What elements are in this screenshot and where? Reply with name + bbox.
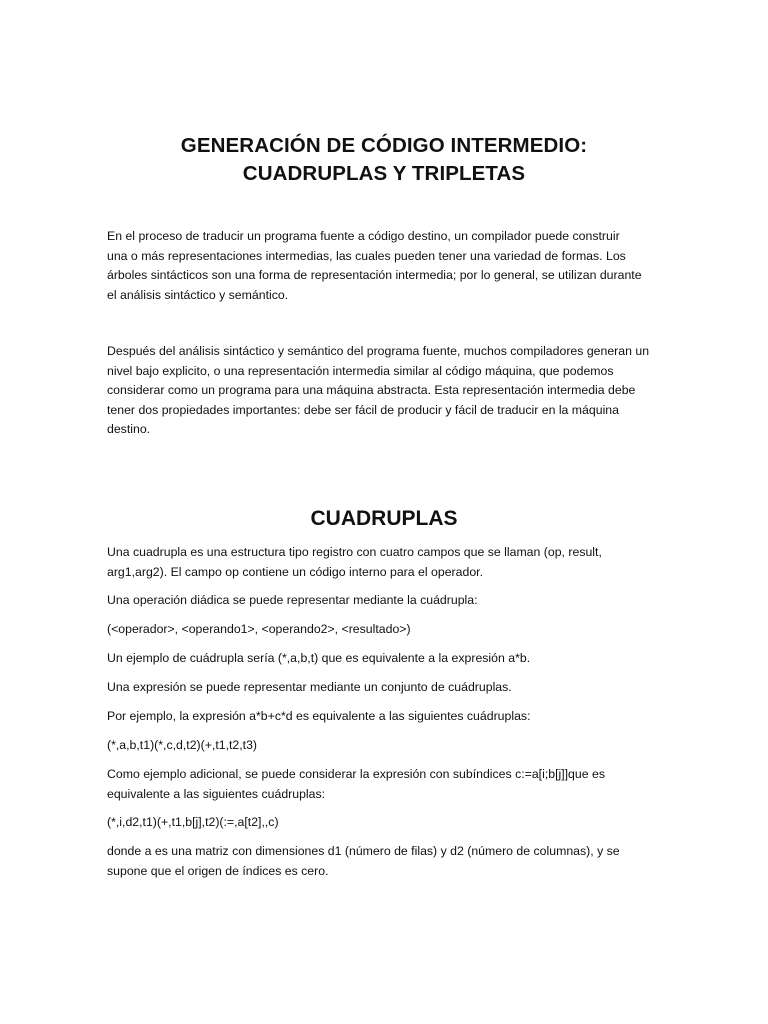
intro-paragraph-1-line: árboles sintácticos son una forma de representación intermedia; por lo general, se utilizan durante — [107, 268, 642, 282]
intro-paragraph-1 — [107, 227, 667, 305]
matriz-description-line: donde a es una matriz con dimensiones d1 (número de filas) y d2 (número de columnas), y se — [107, 844, 620, 858]
document-title-line-1: GENERACIÓN DE CÓDIGO INTERMEDIO: — [180, 134, 588, 157]
intro-paragraph-2-line: destino. — [107, 422, 151, 436]
intro-paragraph-1-line: el análisis sintáctico y semántico. — [107, 287, 289, 302]
intro-paragraph-1-line: En el proceso de traducir un programa fuente a código destino, un compilador puede construir — [107, 229, 620, 243]
diadica-intro — [107, 591, 667, 611]
intro-paragraph-1-line: una o más representaciones intermedias, las cuales pueden tener una variedad de formas. Los — [107, 248, 626, 263]
intro-paragraph-2-line: nivel bajo explicito, o una representación intermedia similar al código máquina, que podemos — [107, 363, 614, 378]
ejemplo-simple-text: Un ejemplo de cuádrupla sería (*,a,b,t) que es equivalente a la expresión a*b. — [107, 651, 531, 665]
ejemplo-subindices — [107, 765, 667, 804]
ejemplo-subindices-line: Como ejemplo adicional, se puede considerar la expresión con subíndices c:=a[i;b[j]]que es — [107, 767, 605, 781]
diadica-format-text: (<operador>, <operando1>, <operando2>, <resultado>) — [107, 622, 411, 636]
diadica-format — [107, 620, 667, 640]
cuadruplas-definition-line: Una cuadrupla es una estructura tipo registro con cuatro campos que se llaman (op, result, — [107, 545, 602, 559]
cuadruplas-definition-line: arg1,arg2). El campo op contiene un código interno para el operador. — [107, 564, 483, 579]
intro-paragraph-2-line: Después del análisis sintáctico y semántico del programa fuente, muchos compiladores generan un — [107, 344, 650, 358]
expresion-conjunto — [107, 678, 667, 698]
expresion-conjunto-text: Una expresión se puede representar mediante un conjunto de cuádruplas. — [107, 680, 512, 694]
ejemplo-expresion-text: Por ejemplo, la expresión a*b+c*d es equivalente a las siguientes cuádruplas: — [107, 709, 531, 723]
ejemplo-simple — [107, 649, 667, 669]
ejemplo-subindices-line: equivalente a las siguientes cuádruplas: — [107, 786, 326, 801]
cuadruplas-expresion-text: (*,a,b,t1)(*,c,d,t2)(+,t1,t2,t3) — [107, 738, 258, 752]
section-heading-cuadruplas: CUADRUPLAS — [310, 507, 458, 530]
intro-paragraph-2-line: tener dos propiedades importantes: debe ser fácil de producir y fácil de traducir en la máquina — [107, 402, 619, 417]
matriz-description-line: supone que el origen de índices es cero. — [107, 863, 329, 878]
diadica-intro-text: Una operación diádica se puede representar mediante la cuádrupla: — [107, 593, 478, 607]
cuadruplas-expresion — [107, 736, 667, 756]
cuadruplas-subindices — [107, 813, 667, 833]
cuadruplas-definition — [107, 543, 667, 582]
cuadruplas-subindices-text: (*,i,d2,t1)(+,t1,b[j],t2)(:=,a[t2],,c) — [107, 815, 279, 829]
intro-paragraph-2-line: considerar como un programa para una máquina abstracta. Esta representación intermedia debe — [107, 383, 636, 397]
document-title-line-2: CUADRUPLAS Y TRIPLETAS — [242, 162, 526, 185]
ejemplo-expresion — [107, 707, 667, 727]
matriz-description — [107, 842, 667, 881]
intro-paragraph-2 — [107, 342, 667, 440]
